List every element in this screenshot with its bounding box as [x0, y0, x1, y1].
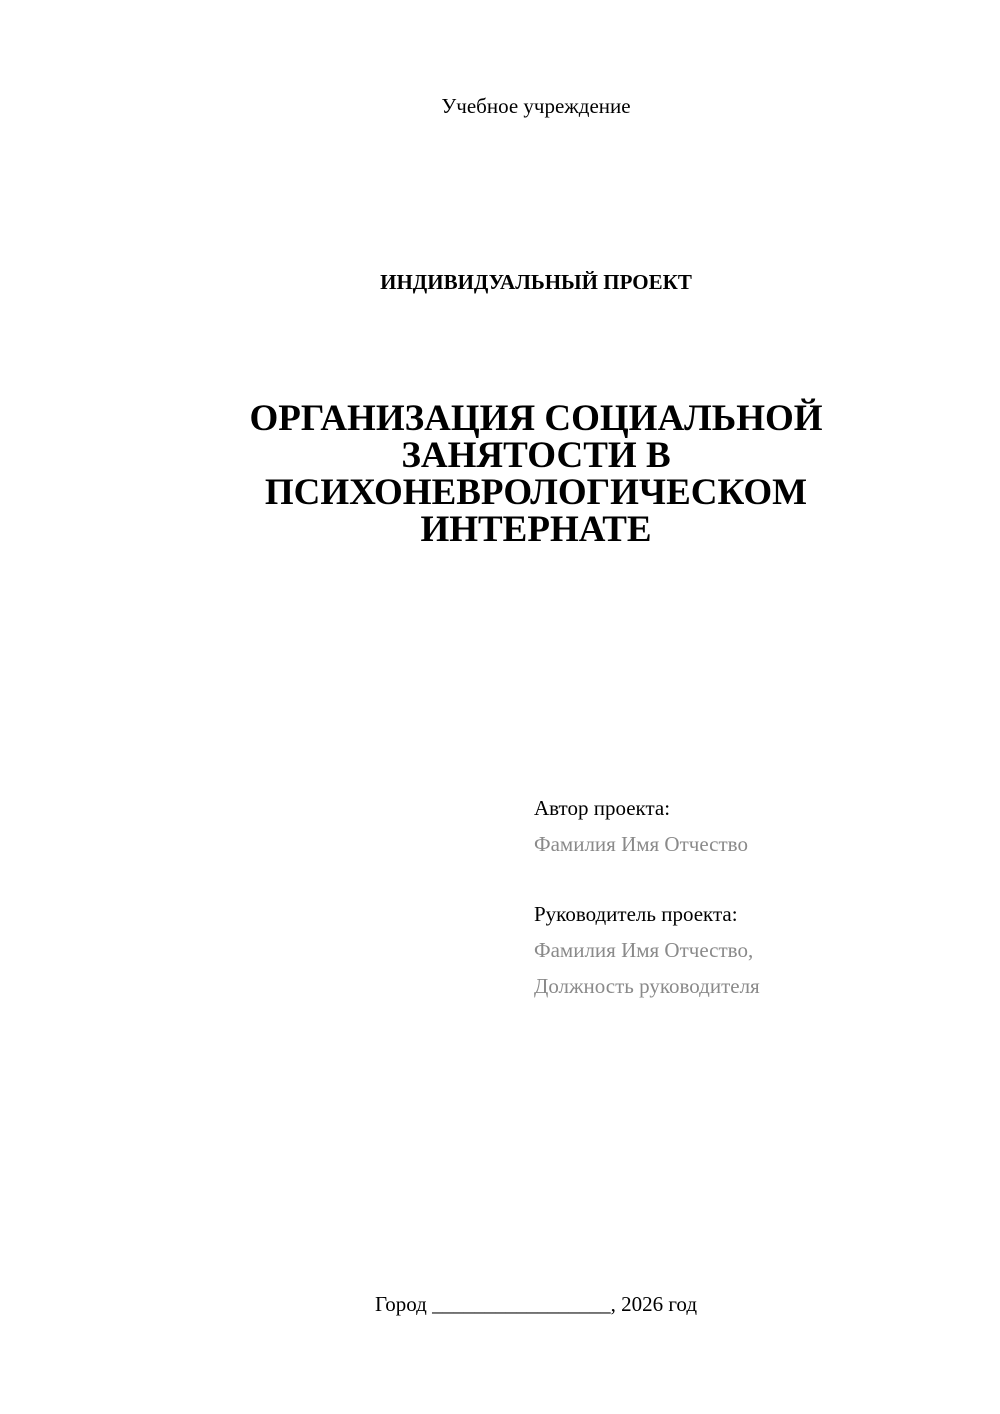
institution-name: Учебное учреждение	[441, 94, 631, 118]
info-spacer	[534, 862, 760, 896]
project-title-line: ИНТЕРНАТЕ	[420, 509, 652, 550]
project-title-line: ПСИХОНЕВРОЛОГИЧЕСКОМ	[264, 472, 808, 513]
supervisor-position-placeholder: Должность руководителя	[534, 974, 760, 998]
project-title-line: ОРГАНИЗАЦИЯ СОЦИАЛЬНОЙ	[249, 398, 823, 439]
author-name-placeholder: Фамилия Имя Отчество	[534, 832, 748, 856]
project-info-block	[534, 790, 760, 1004]
project-title-line: ЗАНЯТОСТИ В	[401, 435, 671, 476]
city-year-line: Город _________________, 2026 год	[374, 1292, 698, 1316]
supervisor-name-placeholder: Фамилия Имя Отчество,	[534, 938, 754, 962]
author-label: Автор проекта:	[534, 796, 671, 820]
document-type: ИНДИВИДУАЛЬНЫЙ ПРОЕКТ	[380, 270, 692, 294]
supervisor-label: Руководитель проекта:	[534, 902, 738, 926]
project-title	[0, 400, 1000, 548]
